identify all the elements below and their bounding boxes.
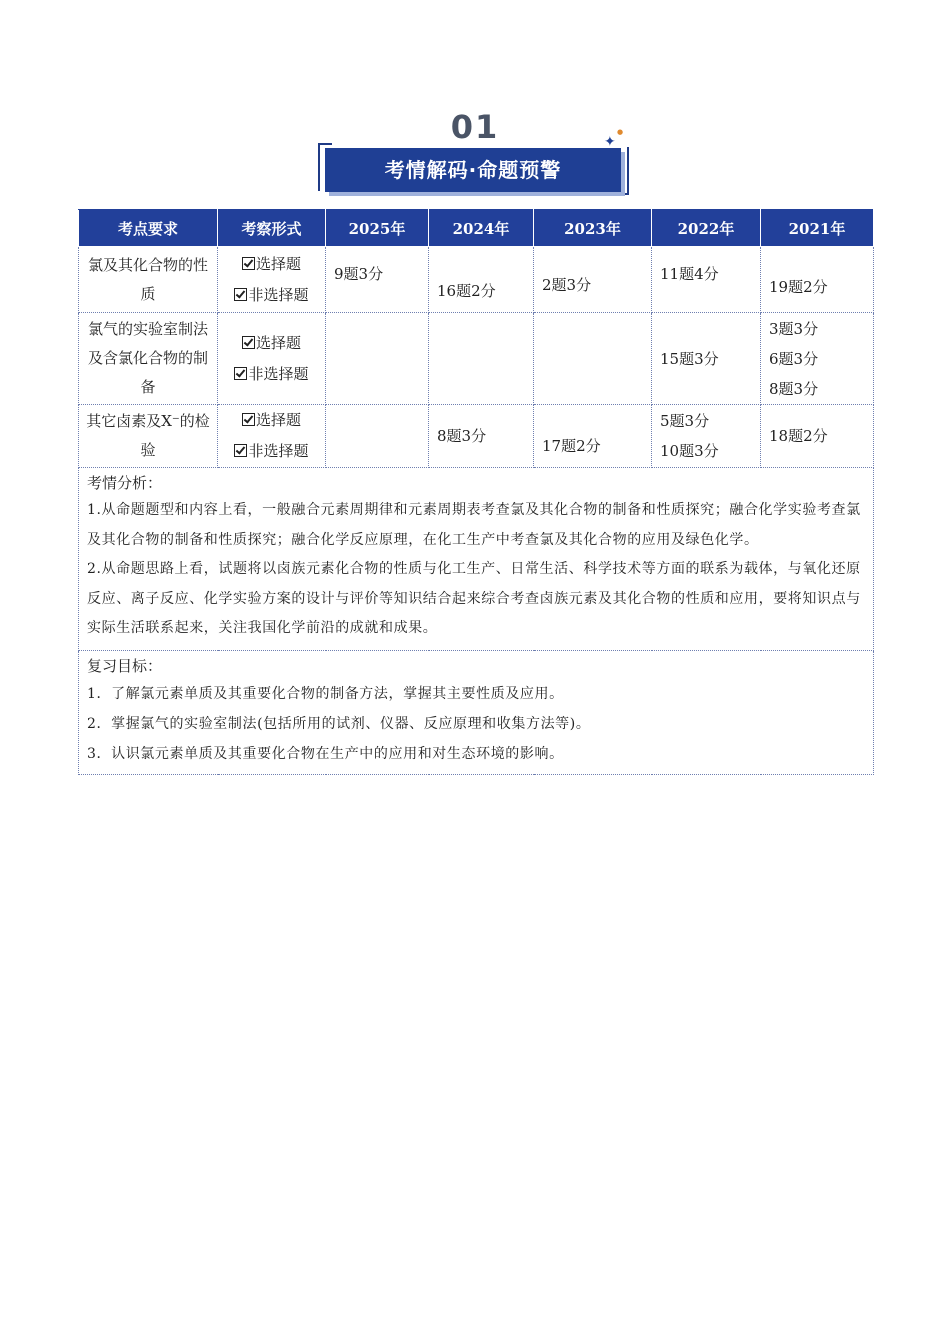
analysis-paragraph: 2.从命题思路上看，试题将以卤族元素化合物的性质与化工生产、日常生活、科学技术等方面的联系为载体，与氧化还原反应、离子反应、化学实验方案的设计与评价等知识结合起来综合考查卤族元素及其化合物的性质和应用，要将知识点与实际生活联系起来，关注我国化学前沿的成就和成果。 [87,561,861,636]
header-cell: 2024年 [429,210,534,247]
topic-cell: 氯及其化合物的性质 [79,247,218,313]
form-option: 选择题 [218,405,325,436]
analysis-row [79,468,874,651]
form-option: 选择题 [218,249,325,280]
score-cell: 17题2分 [534,405,652,468]
checkbox-checked-icon [242,257,255,270]
score-cell: 15题3分 [652,313,761,405]
analysis-paragraph: 1.从命题题型和内容上看，一般融合元素周期律和元素周期表考查氯及其化合物的制备和性质探究；融合化学实验考查氯及其化合物的制备和性质探究；融合化学反应原理，在化工生产中考查氯及其化合物的应用及绿色化学。 [87,502,861,548]
score-cell: 19题2分 [761,247,874,313]
table-row [79,405,874,468]
goal-item: 3．认识氯元素单质及其重要化合物在生产中的应用和对生态环境的影响。 [87,745,564,762]
checkbox-checked-icon [234,444,247,457]
score-cell: 11题4分 [652,247,761,313]
form-option: 选择题 [218,328,325,359]
table-row [79,247,874,313]
form-cell [218,405,326,468]
score-cell [534,313,652,405]
topic-cell: 氯气的实验室制法及含氯化合物的制备 [79,313,218,405]
checkbox-checked-icon [234,288,247,301]
form-option: 非选择题 [218,280,325,311]
checkbox-checked-icon [242,336,255,349]
banner-title: 考情解码·命题预警 [384,158,562,182]
form-cell [218,313,326,405]
analysis-cell [79,468,874,651]
goals-title: 复习目标： [87,656,163,675]
score-cell [326,313,429,405]
header-cell: 考察形式 [218,210,326,247]
score-cell: 5题3分 10题3分 [652,405,761,468]
table-header-row [79,210,874,247]
score-cell [326,405,429,468]
score-cell: 2题3分 [534,247,652,313]
form-option: 非选择题 [218,436,325,467]
score-cell: 8题3分 [429,405,534,468]
sparkle-small-icon: ● [617,128,624,136]
header-cell: 2022年 [652,210,761,247]
goal-item: 1．了解氯元素单质及其重要化合物的制备方法，掌握其主要性质及应用。 [87,685,564,702]
score-cell: 16题2分 [429,247,534,313]
checkbox-checked-icon [242,413,255,426]
analysis-title: 考情分析： [87,474,163,492]
section-banner [325,148,621,192]
exam-analysis-table [78,209,874,775]
goal-item: 2．掌握氯气的实验室制法(包括所用的试剂、仪器、反应原理和收集方法等)。 [87,715,591,732]
section-number: 01 [450,108,500,146]
sparkle-icon: ✦ [604,134,616,150]
goals-cell [79,650,874,774]
score-cell [429,313,534,405]
table-row [79,313,874,405]
score-cell: 3题3分 6题3分 8题3分 [761,313,874,405]
score-cell: 9题3分 [326,247,429,313]
score-cell: 18题2分 [761,405,874,468]
topic-cell: 其它卤素及X⁻的检验 [79,405,218,468]
header-cell: 2025年 [326,210,429,247]
header-cell: 2023年 [534,210,652,247]
header-cell: 2021年 [761,210,874,247]
checkbox-checked-icon [234,367,247,380]
goals-row [79,650,874,774]
header-cell: 考点要求 [79,210,218,247]
form-cell [218,247,326,313]
form-option: 非选择题 [218,359,325,390]
